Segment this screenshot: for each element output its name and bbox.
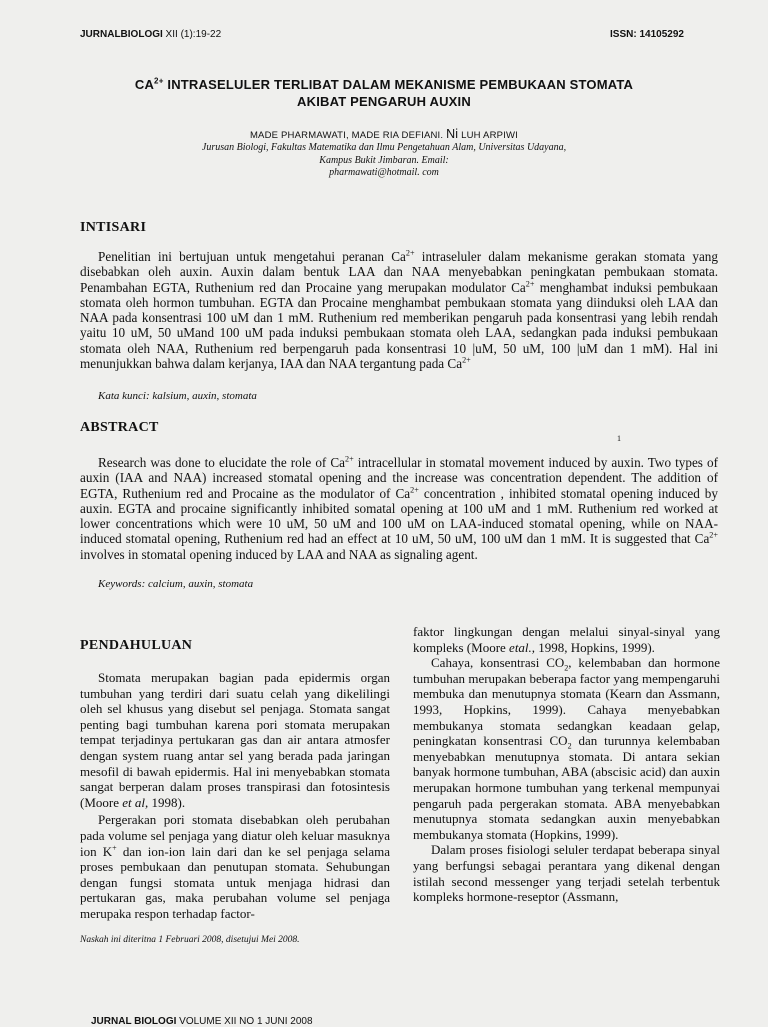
pendahuluan-heading: PENDAHULUAN — [80, 638, 193, 653]
right-column-text — [413, 624, 720, 905]
pendahuluan-paragraph-1: Stomata merupakan bagian pada epidermis organ tumbuhan yang terdiri dari suatu celah yang dikelilingi oleh sel khusus yang disebut sel penjaga. Stomata sangat penting bagi tumbuhan karena pori stomata merupakan tempat terjadinya pertukaran gas dan air antara atmosfer dengan system ruang antar sel yang berada pada jaringan mesofil di bawah epidermis. Hal ini menyebabkan stomata sangat berperan dalam proses transpirasi dan fotosintesis (Moore et al, 1998). — [80, 670, 390, 810]
pendahuluan-paragraph-2-cont: faktor lingkungan dengan melalui sinyal-sinyal yang kompleks (Moore etal., 1998, Hopkins, 1999). — [413, 624, 720, 655]
intisari-keywords: Kata kunci: kalsium, auxin, stomata — [98, 390, 257, 402]
abstract-keywords: Keywords: calcium, auxin, stomata — [98, 578, 254, 590]
paper-title: $CA^{2+}$ INTRASELULER TERLIBAT DALAM MEKANISME PEMBUKAAN STOMATA AKIBAT PENGARUH AUXIN — [134, 76, 634, 109]
page-marker: 1 — [617, 434, 621, 443]
abstract-heading: ABSTRACT — [80, 420, 159, 435]
pendahuluan-paragraph-3: Cahaya, konsentrasi $CO_2$, kelembaban dan hormone tumbuhan merupakan beberapa factor yang mempengaruhi membuka dan menutupnya stomata (Kearn dan Assmann, 1993, Hopkins, 1999). Cahaya menyebabkan membukanya stomata sedangkan keadaan gelap, peningkatan konsentrasi $CO_2$ dan turunnya kelembaban menyebabkan menutupnya stomata. Di antara sekian banyak hormone tumbuhan, ABA (abscisic acid) dan auxin merupakan hormone tumbuhan yang terkenal mempunyai pengaruh pada pergerakan stomata. ABA menyebabkan menutupnya stomata sedangkan auxin menyebabkan membukanya stomata (Hopkins, 1999). — [413, 655, 720, 842]
pendahuluan-paragraph-2: Pergerakan pori stomata disebabkan oleh perubahan pada volume sel penjaga yang diatur oleh keluar masuknya ion K+ dan ion-ion lain dari dan ke sel penjaga selama proses pembukaan dan penutupan stomata. Sehubungan dengan fungsi stomata untuk menjaga hidrasi dan pertukaran gas, maka perubahan volume sel penjaga merupaka respon terhadap factor- — [80, 812, 391, 921]
pendahuluan-paragraph-4: Dalam proses fisiologi seluler terdapat beberapa sinyal yang berfungsi sebagai perantara yang dikenal dengan istilah second messenger yang terjadi setelah terbentuk kompleks hormone-reseptor (Assmann, — [413, 842, 720, 905]
running-footer: JURNAL BIOLOGI VOLUME XII NO 1 JUNI 2008 — [91, 1016, 313, 1027]
left-column-text — [80, 670, 390, 922]
running-header-left — [80, 29, 221, 40]
abstract-paragraph: Research was done to elucidate the role of $Ca^{2+}$ intracellular in stomatal movement induced by auxin. Two types of auxin (IAA and NAA) increased stomatal opening and the increase was concentration dependent. The addition of EGTA, Ruthenium red and Procaine as the modulator of $Ca^{2+}$ concentration , inhibited stomatal opening induced by auxin. EGTA and procaine significantly inhibited somatal opening at 100 uM and 1 mM. Ruthenium red worked at lower concentrations which were 10 uM, 50 uM and 100 uM on LAA-induced stomatal opening, while on NAA-induced stomatal opening, Ruthenium red had an effect at 10 uM, 50 uM, 100 uM dan 1 mM. It is suggested that $Ca^{2+}$ involves in stomatal opening induced by LAA and NAA as signaling agent. — [80, 454, 718, 562]
authors: MADE PHARMAWATI, MADE RIA DEFIANI. Ni LUH ARPIWI — [249, 127, 519, 141]
journal-issue: XII (1):19-22 — [162, 29, 222, 40]
affiliation: Jurusan Biologi, Fakultas Matematika dan Ilmu Pengetahuan Alam, Universitas Udayana, Kampus Bukit Jimbaran. Email: pharmawati@hotmail. com — [0, 142, 768, 180]
journal-name: JURNALBIOLOGI — [80, 29, 163, 40]
intisari-paragraph: Penelitian ini bertujuan untuk mengetahui peranan $Ca^{2+}$ intraseluler dalam mekanisme gerakan stomata yang disebabkan oleh auxin. Auxin dalam bentuk LAA dan NAA menyebabkan peningkatan pembukaan stomata. Penambahan EGTA, Ruthenium red dan Procaine yang merupakan modulator $Ca^{2+}$ menghambat induksi pembukaan stomata oleh hormon tumbuhan. EGTA dan Procaine menghambat pembukaan stomata yang diinduksi oleh LAA dan NAA pada konsentrasi 100 uM dan 1 mM. Ruthenium red memberikan pengaruh pada konsentrasi yang lebih rendah yaitu 10 uM, 50 uMand 100 uM pada induksi pembukaan stomata oleh LAA, sedangkan pada induksi pembukaan stomata oleh NAA, Ruthenium red berpengaruh pada konsentrasi 10 |uM, 50 uM, 100 |uM dan 1 mM). Hal ini menunjukkan bahwa dalam kerjanya, IAA dan NAA tergantung pada $Ca^{2+}$ — [80, 248, 718, 372]
email: pharmawati@hotmail. com — [329, 167, 439, 178]
intisari-heading: INTISARI — [80, 220, 147, 235]
issn: ISSN: 14105292 — [610, 29, 684, 40]
received-note: Naskah ini diteritna 1 Februari 2008, disetujui Mei 2008. — [80, 935, 300, 945]
